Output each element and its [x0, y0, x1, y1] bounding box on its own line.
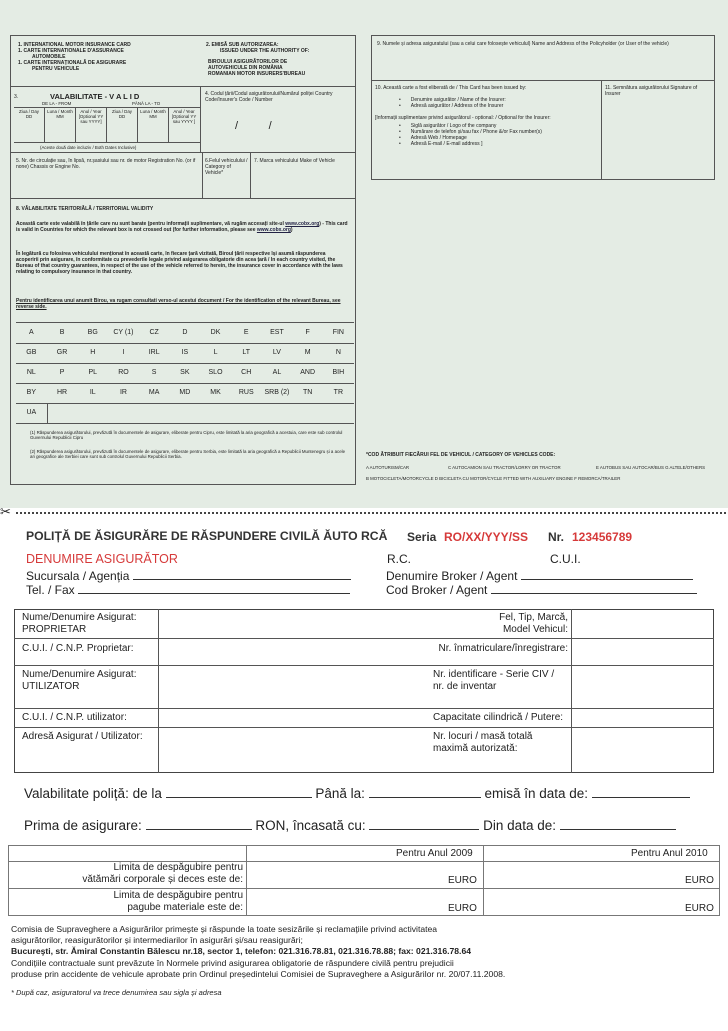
user-name-label: Nume/Denumire Asigurat: UTILIZATOR — [22, 669, 137, 692]
validity-col-month-from: Luna / Month MM — [47, 109, 73, 120]
country-tn: TN — [302, 389, 313, 396]
section-11-signature: 11. Semnătura asigurătorului Signature of Insurer — [605, 85, 698, 97]
country-a: A — [29, 329, 34, 336]
cobx-link-2[interactable]: www.cobx.org — [256, 227, 291, 233]
country-l: L — [213, 349, 218, 356]
country-gb: GB — [26, 349, 37, 356]
validity-to-label: PÂNĂ LA - TO — [132, 101, 161, 106]
country-h: H — [90, 349, 96, 356]
seats-mass-label: Nr. locuri / masă totală maximă autorizată: — [433, 731, 533, 754]
vehicle-category-B-D-F: B MOTOCICLETA/MOTORCYCLE D BICICLETA CU MOTOR/CYCLE FITTED WITH AUXILIARY ENGINE F REMORCA/TRAILER — [366, 476, 621, 481]
section-7-make: 7. Marca vehiculului Make of Vehicle — [254, 158, 335, 164]
country-i: I — [122, 349, 125, 356]
bodily-injury-limit-label: Limita de despăgubire pentru vătămări corporale și deces este de: — [82, 862, 243, 885]
footnote-insurer: * După caz, asiguratorul va trece denumirea sau sigla și adresa — [11, 988, 222, 997]
limits-year-2010: Pentru Anul 2010 — [631, 848, 708, 859]
limits-year-2009: Pentru Anul 2009 — [396, 848, 473, 859]
issue-date-field[interactable] — [592, 797, 690, 798]
cut-line — [16, 512, 726, 514]
footer-text: Comisia de Supraveghere a Asigurărilor primește și răspunde la toate sesizările și reclamațiile privind activitatea asigurătorilor, reasigurătorilor și intermediarilor în asigurări și/sau reasigurări; Bucureşti, str. Ămiral Constantin Bălescu nr.18, sector 1, telefon: 021.316.78.81, 021.316.78.88; fax: 021.316.78.64 Condițiile contractuale sunt prevăzute în Normele privind asigurarea obligatorie de răspundere civilă pentru prejudicii produse prin accidente de vehicule aprobate prin Ordinul președintelui Comisiei de Supraveghere a Asigurărilor nr. 20/07.11.2008. — [11, 924, 506, 979]
owner-name-label: Nume/Denumire Asigurat: PROPRIETAR — [22, 612, 137, 635]
country-slo: SLO — [208, 369, 223, 376]
country-bg: BG — [87, 329, 98, 336]
material-damage-limit-label: Limita de despăgubire pentru pagube materiale este de: — [113, 890, 243, 913]
country-gr: GR — [56, 349, 68, 356]
bureau-guarantee-text: În legătură cu folosirea vehiculului menționat în această carte, în fiecare țară vizitată, Biroul țării respective își asumă răspunderea acoperirii prin asigurare, în conformitate cu prevederile legale privind asigurarea obligatorie din acea țară / In each country visited, the Bureau of that country guarantees, in respect of the use of the vehicle referred to herein, the insurance cover in accordance with the laws relating to compulsory insurance in that country. — [16, 251, 343, 275]
country-cz: CZ — [149, 329, 159, 336]
country-s: S — [151, 369, 157, 376]
seria-value: RO/XX/YYY/SS — [444, 530, 529, 544]
footnote-serbia: (2) Răspunderea asigurătorului, prevăzută în documentele de asigurare, eliberate pentru Serbia, este limitată la aria geografică a Republicii Muntenegru și a acele ari geografice ale Serbiei care sunt sub controlul Guvernului Republicii Serbia. — [30, 449, 346, 460]
country-p: P — [59, 369, 65, 376]
country-f: F — [305, 329, 310, 336]
vehicle-category-C: C AUTOCAMION SAU TRACTOR/LORRY OR TRACTOR — [448, 465, 561, 470]
country-cy: CY (1) — [113, 329, 134, 336]
country-d: D — [182, 329, 188, 336]
sucursala-field[interactable] — [133, 579, 351, 580]
country-m: M — [304, 349, 311, 356]
cod-broker-row: Cod Broker / Agent — [386, 583, 697, 597]
footnote-cyprus: (1) Răspunderea asigurătorului, prevăzută în documentele de asigurare, eliberate pentru Cipru, este limitată la aria geografică a acestuia, care este sub controlul Guvernului Republicii Cipru — [30, 430, 343, 441]
cobx-link-1[interactable]: www.cobx.org — [285, 221, 320, 227]
broker-field[interactable] — [521, 579, 693, 580]
validity-col-day-to: Ziua / Day DD — [111, 109, 132, 120]
country-by: BY — [26, 389, 37, 396]
bodily-limit-2009-currency: EURO — [448, 875, 477, 886]
vehicle-type-label: Fel, Tip, Marcă, Model Vehicul: — [499, 612, 568, 635]
country-ir: IR — [119, 389, 127, 396]
section-1-title: 1. INTERNATIONAL MOTOR INSURANCE CARD 1. CARTE INTERNATIONALE D'ASSURANCE AUTOMOBILE 1. CARTE INTERNAȚIONALĂ DE ASIGURARE PENTRU VEHICULE — [18, 42, 131, 72]
country-and: AND — [300, 369, 316, 376]
section-6-category: 6.Felul vehiculului / Category of Vehicle* — [205, 158, 248, 176]
country-lv: LV — [272, 349, 281, 356]
bodily-limit-2010-currency: EURO — [685, 875, 714, 886]
country-dk: DK — [210, 329, 221, 336]
country-e: E — [243, 329, 249, 336]
vehicle-category-A: A AUTOTURISM/CAR — [366, 465, 410, 470]
section-2-authority: 2. EMISĂ SUB AUTORIZAREA: ISSUED UNDER THE AUTHORITY OF: BIROULUI ASIGURĂTORILOR DE AUTOVEHICULE DIN ROMÂNIA ROMANIAN MOTOR INSURERS'BUREAU — [206, 42, 310, 77]
user-cui-label: C.U.I. / C.N.P. utilizator: — [22, 712, 127, 723]
broker-row: Denumire Broker / Agent — [386, 569, 693, 583]
country-is: IS — [181, 349, 189, 356]
rc-label: R.C. — [387, 552, 411, 566]
validity-from-label: DE LA - FROM — [42, 101, 72, 106]
country-irl: IRL — [148, 349, 160, 356]
country-rus: RUS — [238, 389, 254, 396]
section-9-policyholder: 9. Numele și adresa asiguratului (sau a celui care folosește vehiculul) Name and Address of the Policyholder (or User of the vehicle) — [377, 41, 669, 47]
validity-to-field[interactable] — [369, 797, 481, 798]
validity-note: (Aceste două date incluziv / Both Dates Inclusive) — [40, 145, 137, 150]
cod-broker-field[interactable] — [491, 593, 697, 594]
country-il: IL — [89, 389, 96, 396]
country-est: EST — [270, 329, 284, 336]
country-ua: UA — [26, 409, 37, 416]
validity-date-table — [14, 107, 200, 143]
validity-row: Valabilitate poliță: de la Până la: emisă în data de: — [24, 786, 690, 801]
section-8-title: 8. VĂLABILITATE TERITORIĂLĂ / TERRITORIAL VALIDITY — [16, 206, 154, 212]
country-bih: BIH — [332, 369, 345, 376]
country-tr: TR — [333, 389, 344, 396]
country-ch: CH — [241, 369, 252, 376]
country-ma: MA — [148, 389, 160, 396]
country-mk: MK — [210, 389, 221, 396]
bureau-identification-text: Pentru identificarea unui anumit Birou, va rugam consultati verso-ul acestui document / For the identification of the relevant Bureau, see reverse side. — [16, 298, 341, 310]
insurer-name: DENUMIRE ASIGURĂTOR — [26, 552, 178, 566]
sucursala-row: Sucursala / Agenția — [26, 569, 351, 583]
country-code-slashes: / / — [235, 120, 272, 132]
validity-from-field[interactable] — [166, 797, 312, 798]
country-md: MD — [179, 389, 191, 396]
country-hr: HR — [56, 389, 68, 396]
policy-title: POLIȚĂ DE ĂSIGURĂRE DE RĂSPUNDERE CIVILĂ ĂUTO RCĂ — [26, 529, 388, 543]
engine-capacity-label: Capacitate cilindrică / Putere: — [433, 712, 564, 723]
scissors-icon: ✂ — [0, 504, 11, 519]
country-sk: SK — [180, 369, 190, 376]
territorial-validity-text: Această carte este valabilă în țările care nu sunt barate (pentru informații suplimentare, vă rugăm accesați site-ul www.cobx.org) - This card is valid in Countries for which the relevant box is not crossed out (for further information, please see www.cobx.org) — [16, 221, 348, 233]
country-n: N — [335, 349, 341, 356]
country-fin: FIN — [332, 329, 344, 336]
section-10-issued-by: 10. Această carte a fost eliberată de / This Card has been issued by: • Denumire asigurător / Name of the Insurer: • Adresă asigurător / Address of the Insurer [Informații suplimentare privind asigurătorul - optional: / Optional for the Insurer: • Siglă asigurător / Logo of the company • Numărare de telefon și/sau fax / Phone &/or Fax number(s) • Adresă Web / Homepage • Adresă E-mail / E-mail address ] — [375, 85, 599, 147]
country-lt: LT — [242, 349, 251, 356]
validity-col-year-from: Anul / Year [Optional YY sau YYYY] — [78, 109, 104, 125]
vin-label: Nr. identificare - Serie CIV / nr. de inventar — [433, 669, 555, 692]
tel-row: Tel. / Fax — [26, 583, 350, 597]
section-5-registration: 5. Nr. de circulație sau, în lipsă, nr.șasiului sau nr. de motor Registration No. (or if none) Chassis or Engine No. — [16, 158, 196, 170]
seria-label: Seria — [407, 530, 437, 544]
material-limit-2010-currency: EURO — [685, 903, 714, 914]
vehicle-category-E-G: E AUTOBUS SAU AUTOCAR/BUS G ALTELE/OTHERS — [596, 465, 706, 470]
vehicle-type-field[interactable] — [573, 611, 713, 637]
country-pl: PL — [88, 369, 98, 376]
country-srb: SRB (2) — [264, 389, 290, 396]
country-b: B — [59, 329, 65, 336]
section-3-number: 3. — [14, 94, 19, 100]
nr-value: 123456789 — [572, 530, 633, 544]
owner-name-field[interactable] — [160, 611, 430, 637]
address-label: Adresă Asigurat / Utilizator: — [22, 731, 143, 742]
country-al: AL — [272, 369, 282, 376]
payment-date-field[interactable] — [560, 829, 676, 830]
section-4-country-code: 4. Codul țării/Codul asigurătorului/Numărul poliței Country Code/Insurer's Code / Number — [205, 91, 333, 103]
registration-number-label: Nr. înmatriculare/înregistrare: — [438, 643, 568, 654]
owner-cui-label: C.U.I. / C.N.P. Proprietar: — [22, 643, 134, 654]
country-grid — [16, 322, 354, 422]
country-ro: RO — [118, 369, 129, 376]
premium-row: Prima de asigurare: RON, încasată cu: Din data de: — [24, 818, 676, 833]
vehicle-category-title: *COD ĂTRIBUIT FIECĂRUI FEL DE VEHICUL / CATEGORY OF VEHICLES CODE: — [366, 452, 556, 458]
validity-col-year-to: Anul / Year [Optional YY sau YYYY ] — [171, 109, 197, 125]
tel-field[interactable] — [78, 593, 350, 594]
section-3-title: VALABILITATE - V A L I D — [50, 92, 140, 101]
material-limit-2009-currency: EURO — [448, 903, 477, 914]
country-nl: NL — [26, 369, 36, 376]
premium-field[interactable] — [146, 829, 252, 830]
validity-col-day-from: Ziua / Day DD — [18, 109, 39, 120]
cui-label: C.U.I. — [550, 552, 581, 566]
nr-label: Nr. — [548, 530, 565, 544]
validity-col-month-to: Luna / Month MM — [140, 109, 166, 120]
collected-with-field[interactable] — [369, 829, 479, 830]
